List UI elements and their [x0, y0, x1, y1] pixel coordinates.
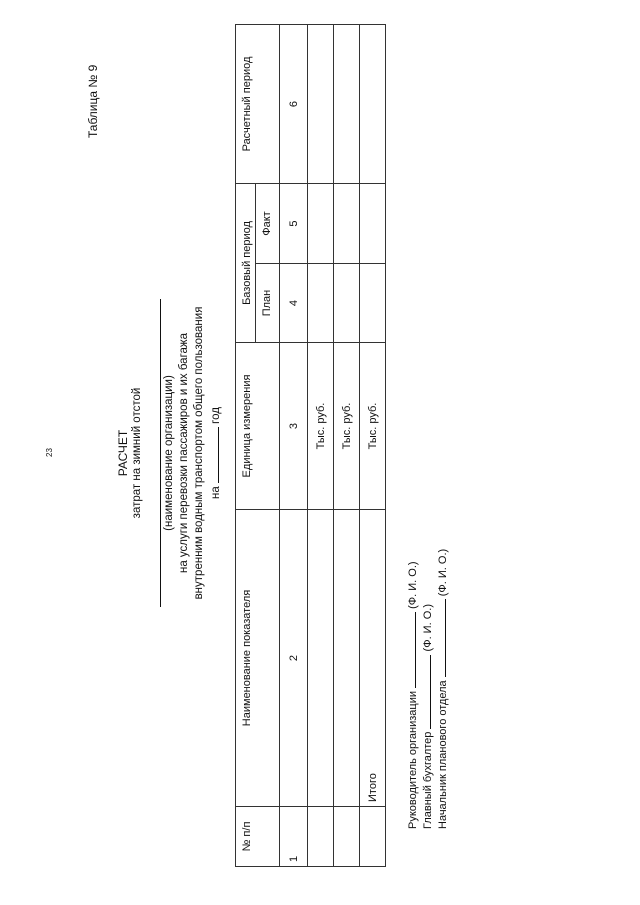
- column-number-row: [280, 25, 308, 867]
- table-row-total: [360, 25, 386, 867]
- cell-no: [308, 807, 334, 867]
- year-suffix: год: [210, 407, 222, 424]
- year-line: [208, 243, 222, 663]
- header-unit: Единица измерения: [236, 343, 280, 510]
- signature-role: Начальник планового отдела: [437, 680, 449, 829]
- year-blank: [208, 427, 219, 483]
- signature-role: Главный бухгалтер: [422, 731, 434, 829]
- doc-title: РАСЧЕТ: [116, 429, 130, 477]
- cell-name: [334, 510, 360, 807]
- cell-no: [360, 807, 386, 867]
- header-calc-period: Расчетный период: [236, 25, 280, 184]
- cell-plan: [334, 264, 360, 343]
- cell-unit: Тыс. руб.: [308, 343, 334, 510]
- col-number-2: 2: [280, 510, 308, 807]
- cell-unit: Тыс. руб.: [360, 343, 386, 510]
- header-no: № п/п: [236, 807, 280, 867]
- cell-calc: [334, 25, 360, 184]
- table-number: Таблица № 9: [86, 64, 100, 138]
- cell-name: [308, 510, 334, 807]
- signature-line: [405, 612, 416, 688]
- cell-fact: [360, 184, 386, 264]
- signature-fio: (Ф. И. О.): [407, 561, 419, 609]
- page-number: 23: [45, 448, 54, 457]
- cell-fact: [334, 184, 360, 264]
- cell-fact: [308, 184, 334, 264]
- signature-planning-head: [435, 549, 449, 829]
- year-prefix: на: [210, 486, 222, 499]
- service-line-1: на услуги перевозки пассажиров и их багажа: [178, 332, 190, 574]
- col-number-3: 3: [280, 343, 308, 510]
- col-number-6: 6: [280, 25, 308, 184]
- header-fact: Факт: [256, 184, 280, 264]
- signature-line: [435, 599, 446, 677]
- cell-calc: [360, 25, 386, 184]
- col-number-4: 4: [280, 264, 308, 343]
- signature-fio: (Ф. И. О.): [437, 548, 449, 597]
- cell-no: [334, 807, 360, 867]
- cost-table: [235, 24, 386, 867]
- header-base-period: Базовый период: [236, 184, 256, 343]
- cell-unit: Тыс. руб.: [334, 343, 360, 510]
- service-line-2: внутренним водным транспортом общего пользования: [193, 306, 205, 600]
- cell-calc: [308, 25, 334, 184]
- signature-fio: (Ф. И. О.): [422, 604, 434, 652]
- header-plan: План: [256, 264, 280, 343]
- signature-director: [405, 561, 419, 829]
- table-row: [334, 25, 360, 867]
- signature-line: [420, 655, 431, 729]
- doc-subtitle: затрат на зимний отстой: [131, 387, 143, 519]
- header-name: Наименование показателя: [236, 510, 280, 807]
- org-caption: (наименование организации): [163, 375, 175, 531]
- signature-chief-accountant: [420, 604, 434, 829]
- cell-plan: [360, 264, 386, 343]
- signature-role: Руководитель организации: [407, 690, 419, 829]
- cell-name-total: Итого: [360, 510, 386, 807]
- col-number-5: 5: [280, 184, 308, 264]
- col-number-1: 1: [280, 807, 308, 867]
- cell-plan: [308, 264, 334, 343]
- org-name-line: [160, 299, 161, 607]
- table-row: [308, 25, 334, 867]
